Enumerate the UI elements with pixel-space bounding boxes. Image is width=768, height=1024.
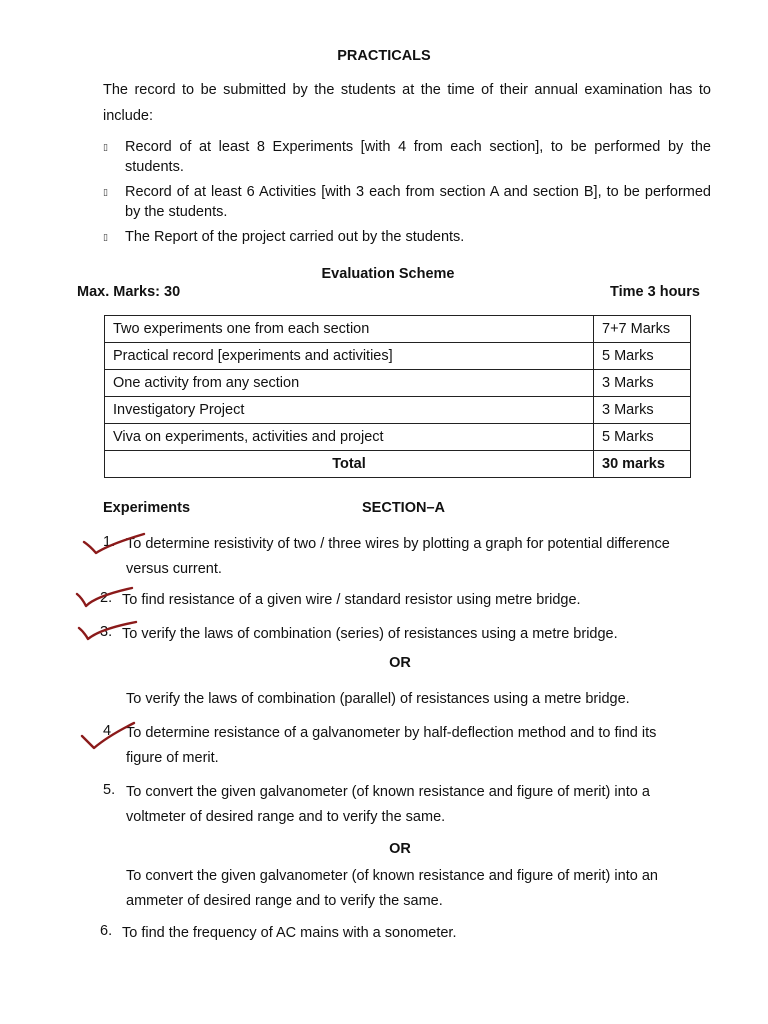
table-row xyxy=(105,316,691,343)
bullet-icon: ▯ xyxy=(103,187,108,197)
experiment-text: versus current. xyxy=(126,561,222,577)
experiment-text: ammeter of desired range and to verify the same. xyxy=(126,893,443,909)
table-cell-marks: 7+7 Marks xyxy=(594,316,691,343)
experiment-text: To determine resistivity of two / three wires by plotting a graph for potential difference xyxy=(126,536,670,552)
requirements-list xyxy=(103,137,711,252)
list-item xyxy=(103,182,711,222)
experiment-text: To convert the given galvanometer (of known resistance and figure of merit) into a xyxy=(126,784,650,800)
experiment-text: To determine resistance of a galvanometer by half-deflection method and to find its xyxy=(126,725,657,741)
experiment-number: 3. xyxy=(100,624,113,640)
experiment-text: To find the frequency of AC mains with a sonometer. xyxy=(122,925,457,941)
table-cell-marks: 3 Marks xyxy=(594,397,691,424)
experiment-number: 1. xyxy=(103,534,116,550)
evaluation-heading: Evaluation Scheme xyxy=(321,266,455,282)
table-total-row xyxy=(105,451,691,478)
table-cell-marks: 3 Marks xyxy=(594,370,691,397)
bullet-icon: ▯ xyxy=(103,142,108,152)
or-label: OR xyxy=(389,655,411,671)
table-row xyxy=(105,343,691,370)
checkmark-icon xyxy=(74,586,140,610)
table-total-marks: 30 marks xyxy=(594,451,691,478)
list-item xyxy=(103,137,711,177)
experiment-number: 4. xyxy=(103,723,116,739)
evaluation-table xyxy=(104,315,691,478)
table-cell-marks: 5 Marks xyxy=(594,424,691,451)
table-cell-item: Practical record [experiments and activities] xyxy=(105,343,594,370)
table-cell-item: One activity from any section xyxy=(105,370,594,397)
section-heading: SECTION–A xyxy=(362,500,445,516)
table-row xyxy=(105,370,691,397)
list-item-text: The Report of the project carried out by the students. xyxy=(125,229,465,245)
experiment-text: To find resistance of a given wire / standard resistor using metre bridge. xyxy=(122,592,581,608)
table-cell-marks: 5 Marks xyxy=(594,343,691,370)
experiment-number: 2. xyxy=(100,590,113,606)
bullet-icon: ▯ xyxy=(103,232,108,242)
list-item xyxy=(103,227,711,247)
table-total-label: Total xyxy=(105,451,594,478)
experiment-number: 5. xyxy=(103,782,116,798)
table-row xyxy=(105,424,691,451)
page-title: PRACTICALS xyxy=(337,48,431,64)
experiment-text: To verify the laws of combination (parallel) of resistances using a metre bridge. xyxy=(126,691,630,707)
list-item-text: Record of at least 8 Experiments [with 4 from each section], to be performed by the students. xyxy=(125,139,711,175)
checkmark-icon xyxy=(76,620,142,644)
table-row xyxy=(105,397,691,424)
max-marks-label: Max. Marks: 30 xyxy=(77,284,181,300)
checkmark-icon xyxy=(80,532,150,556)
intro-paragraph: The record to be submitted by the students at the time of their annual examination has to include: xyxy=(103,82,711,124)
experiment-text: voltmeter of desired range and to verify the same. xyxy=(126,809,446,825)
time-label: Time 3 hours xyxy=(610,284,700,300)
experiment-text: To verify the laws of combination (series) of resistances using a metre bridge. xyxy=(122,626,618,642)
experiment-text: To convert the given galvanometer (of known resistance and figure of merit) into an xyxy=(126,868,658,884)
checkmark-icon xyxy=(78,720,140,750)
table-cell-item: Investigatory Project xyxy=(105,397,594,424)
table-cell-item: Viva on experiments, activities and project xyxy=(105,424,594,451)
table-cell-item: Two experiments one from each section xyxy=(105,316,594,343)
list-item-text: Record of at least 6 Activities [with 3 each from section A and section B], to be performed by the students. xyxy=(125,184,711,220)
experiment-text: figure of merit. xyxy=(126,750,219,766)
or-label: OR xyxy=(389,841,411,857)
experiment-number: 6. xyxy=(100,923,113,939)
experiments-heading: Experiments xyxy=(103,500,191,516)
